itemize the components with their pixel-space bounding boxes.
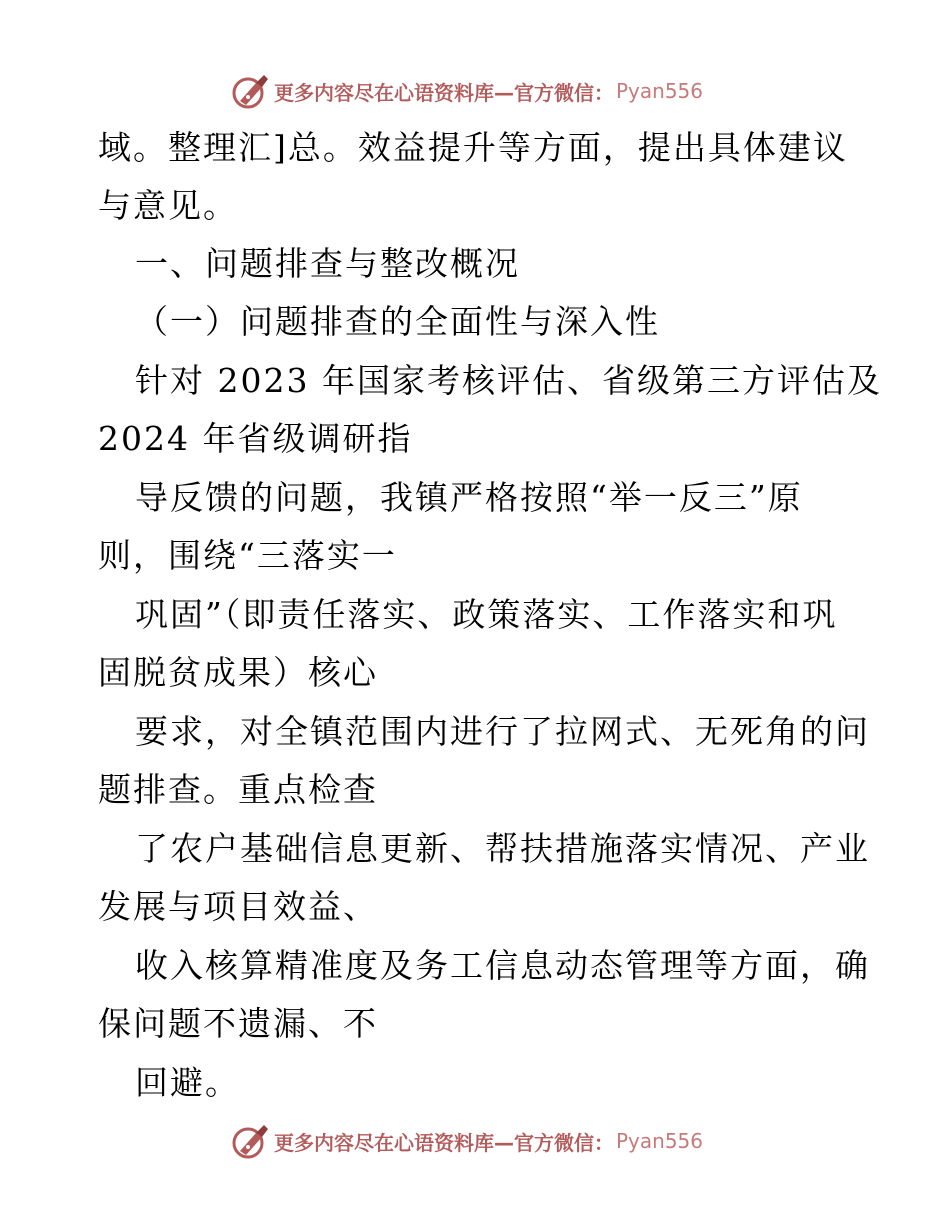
watermark-text: 更多内容尽在心语资料库—官方微信： [274, 80, 614, 105]
body-line: 收入核算精准度及务工信息动态管理等方面，确 [135, 946, 870, 985]
header-watermark [230, 71, 703, 111]
pen-nib-circle-icon [230, 1121, 270, 1161]
body-line: 域。整理汇]总。效益提升等方面，提出具体建议 [98, 128, 848, 167]
watermark-text: 更多内容尽在心语资料库—官方微信： [274, 1130, 614, 1155]
subsection-heading: （一）问题排查的全面性与深入性 [135, 302, 660, 341]
footer-watermark [230, 1121, 703, 1161]
watermark-handle: Pyan556 [616, 1129, 704, 1153]
body-line: 导反馈的问题，我镇严格按照“举一反三”原 [135, 478, 803, 517]
body-line: 巩固”（即责任落实、政策落实、工作落实和巩 [135, 595, 838, 634]
body-line: 题排查。重点检查 [98, 770, 378, 809]
body-line: 固脱贫成果）核心 [98, 653, 378, 692]
pen-nib-circle-icon [230, 71, 270, 111]
body-line: 了农户基础信息更新、帮扶措施落实情况、产业 [135, 829, 870, 868]
body-line: 则，围绕“三落实一 [98, 536, 397, 575]
body-line: 要求，对全镇范围内进行了拉网式、无死角的问 [135, 712, 870, 751]
watermark-handle: Pyan556 [616, 79, 704, 103]
body-line: 针对 2023 年国家考核评估、省级第三方评估及 [135, 361, 882, 400]
section-heading: 一、问题排查与整改概况 [135, 244, 520, 283]
body-line: 2024 年省级调研指 [98, 419, 413, 458]
body-line: 保问题不遗漏、不 [98, 1004, 378, 1043]
body-line: 与意见。 [98, 186, 238, 225]
body-line: 发展与项目效益、 [98, 887, 378, 926]
body-line: 回避。 [135, 1063, 240, 1102]
